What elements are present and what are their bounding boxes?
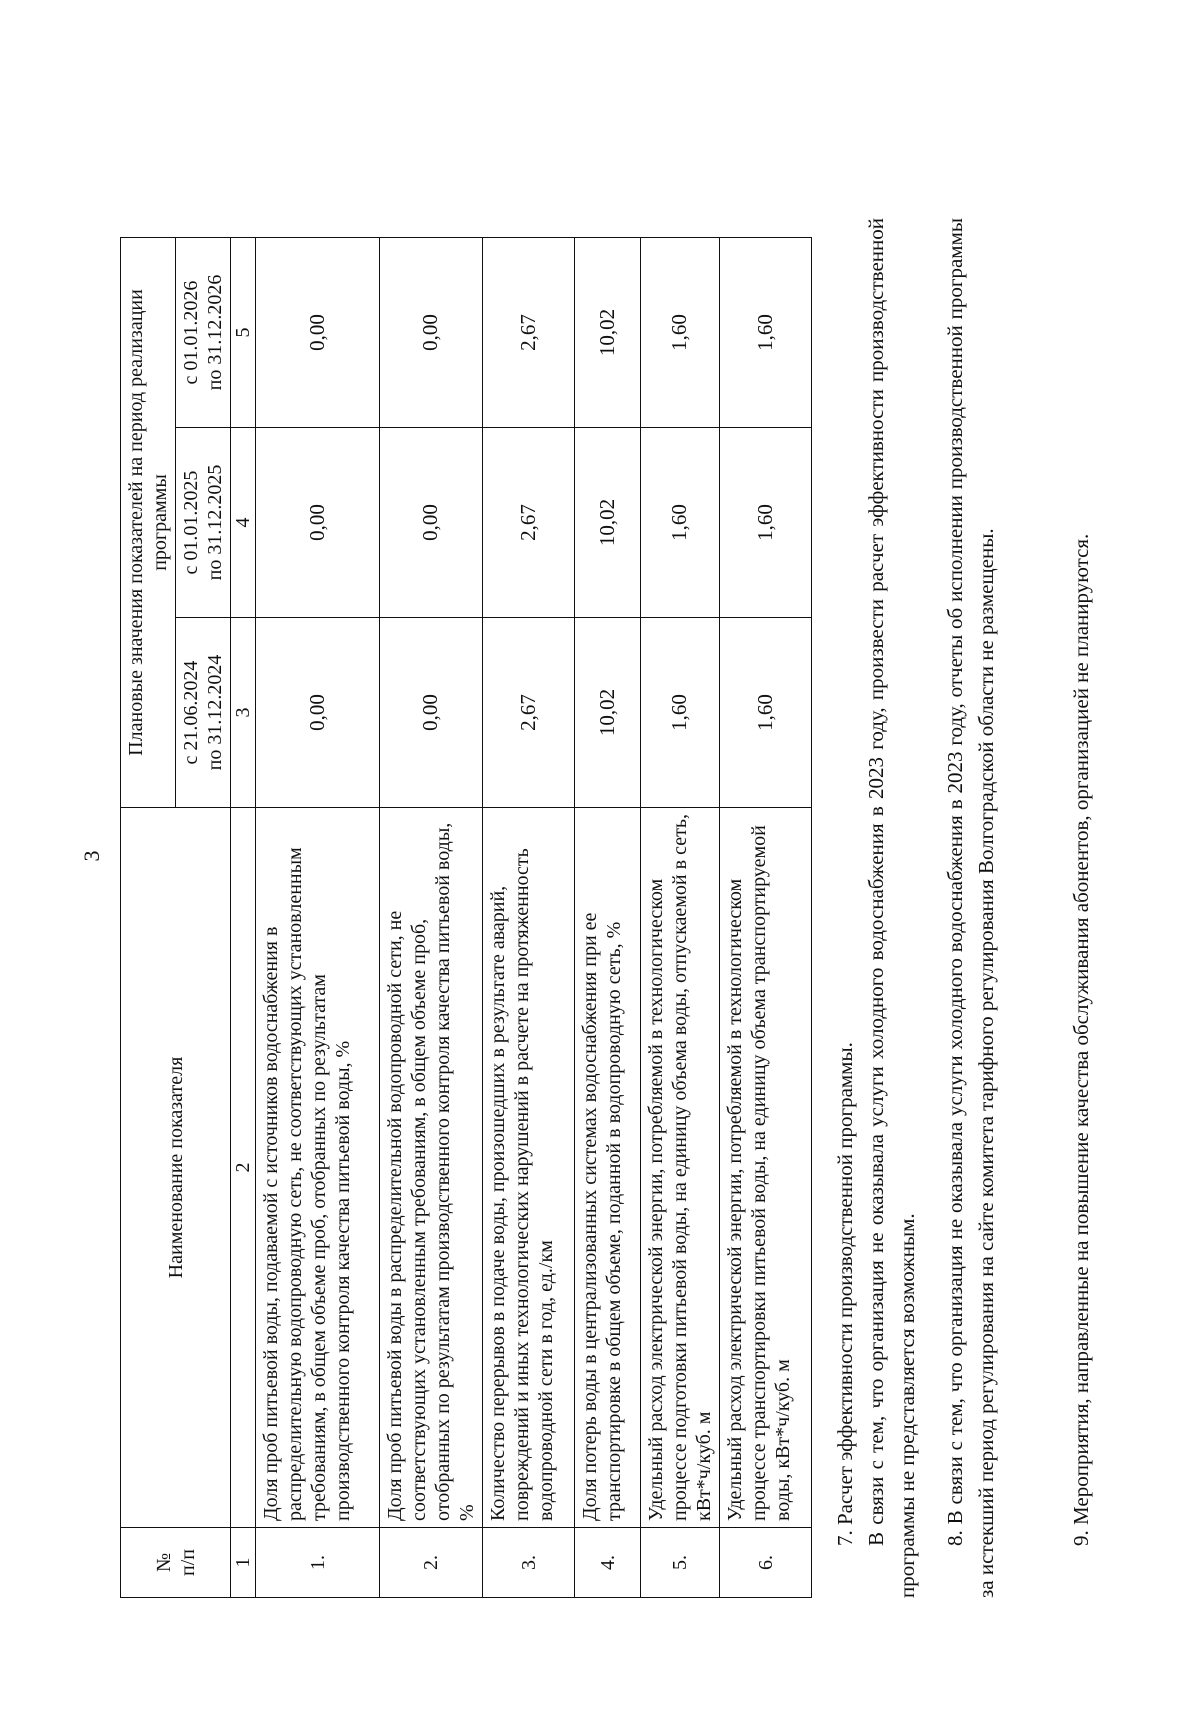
row-number: 3. — [483, 1528, 575, 1598]
value-2025: 2,67 — [483, 428, 575, 618]
indicator-name: Количество перерывов в подаче воды, произошедших в результате аварий, повреждений и иных технологических нарушений в расчете на протяженность водопроводной сети в год, ед./км — [483, 808, 575, 1528]
header-index-2: 2 — [231, 808, 256, 1528]
header-name: Наименование показателя — [121, 808, 231, 1528]
indicator-name: Удельный расход электрической энергии, потребляемой в технологическом процессе подготовки питьевой воды, на единицу объема воды, отпускаемой в сеть, кВт*ч/куб. м — [641, 808, 720, 1528]
indicator-name: Удельный расход электрической энергии, потребляемой в технологическом процессе транспортировки питьевой воды, на единицу объема транспортируемой воды, кВт*ч/куб. м — [720, 808, 812, 1528]
section-7 — [830, 218, 923, 1598]
value-2024: 1,60 — [641, 618, 720, 808]
header-period-2025: с 01.01.2025 по 31.12.2025 — [176, 428, 231, 618]
table-row — [575, 238, 641, 1598]
header-period-2026: с 01.01.2026 по 31.12.2026 — [176, 238, 231, 428]
value-2025: 1,60 — [641, 428, 720, 618]
header-index-3: 3 — [231, 618, 256, 808]
table-row — [380, 238, 483, 1598]
value-2026: 1,60 — [641, 238, 720, 428]
table-row — [641, 238, 720, 1598]
value-2025: 10,02 — [575, 428, 641, 618]
section-9 — [1066, 218, 1097, 1598]
header-index-1: 1 — [231, 1528, 256, 1598]
row-number: 5. — [641, 1528, 720, 1598]
value-2024: 2,67 — [483, 618, 575, 808]
indicators-table — [120, 237, 812, 1598]
page-number: 3 — [79, 850, 104, 862]
indicator-name: Доля проб питьевой воды, подаваемой с источников водоснабжения в распределительную водопроводную сеть, не соответствующих установленным требованиям, в общем объеме проб, отобранных по результатам производственного контроля качества питьевой воды, % — [256, 808, 380, 1528]
value-2024: 10,02 — [575, 618, 641, 808]
section-9-body: 9. Мероприятия, направленные на повышение качества обслуживания абонентов, организацией не планируются. — [1069, 533, 1093, 1546]
value-2026: 1,60 — [720, 238, 812, 428]
value-2026: 2,67 — [483, 238, 575, 428]
section-7-body: В связи с тем, что организация не оказывала услуги холодного водоснабжения в 2023 году, произвести расчет эффективности производственной программы не представляется возможным. — [864, 218, 919, 1598]
section-7-title: 7. Расчет эффективности производственной программы. — [833, 1042, 857, 1546]
row-number: 4. — [575, 1528, 641, 1598]
indicator-name: Доля потерь воды в централизованных системах водоснабжения при ее транспортировке в общем объеме, поданной в водопроводную сеть, % — [575, 808, 641, 1528]
value-2025: 0,00 — [380, 428, 483, 618]
row-number: 6. — [720, 1528, 812, 1598]
value-2026: 0,00 — [380, 238, 483, 428]
value-2025: 1,60 — [720, 428, 812, 618]
row-number: 2. — [380, 1528, 483, 1598]
table-row — [720, 238, 812, 1598]
table-row — [483, 238, 575, 1598]
indicator-name: Доля проб питьевой воды в распределительной водопроводной сети, не соответствующих установленным требованиям, в общем объеме проб, отобранных по результатам производственного контроля качества питьевой воды, % — [380, 808, 483, 1528]
row-number: 1. — [256, 1528, 380, 1598]
value-2025: 0,00 — [256, 428, 380, 618]
header-group: Плановые значения показателей на период реализации программы — [121, 238, 176, 808]
header-index-4: 4 — [231, 428, 256, 618]
value-2024: 0,00 — [256, 618, 380, 808]
section-8 — [940, 218, 1002, 1598]
value-2026: 10,02 — [575, 238, 641, 428]
header-period-2024: с 21.06.2024 по 31.12.2024 — [176, 618, 231, 808]
value-2026: 0,00 — [256, 238, 380, 428]
table-row — [256, 238, 380, 1598]
header-num: № п/п — [121, 1528, 231, 1598]
value-2024: 1,60 — [720, 618, 812, 808]
rotated-page-content — [60, 18, 1180, 1698]
section-8-body: 8. В связи с тем, что организация не оказывала услуги холодного водоснабжения в 2023 году, отчеты об исполнении производственной программы за истекший период регулирования на сайте комитета тарифного регулирования Волгоградской области не размещены. — [943, 218, 998, 1598]
value-2024: 0,00 — [380, 618, 483, 808]
header-index-5: 5 — [231, 238, 256, 428]
